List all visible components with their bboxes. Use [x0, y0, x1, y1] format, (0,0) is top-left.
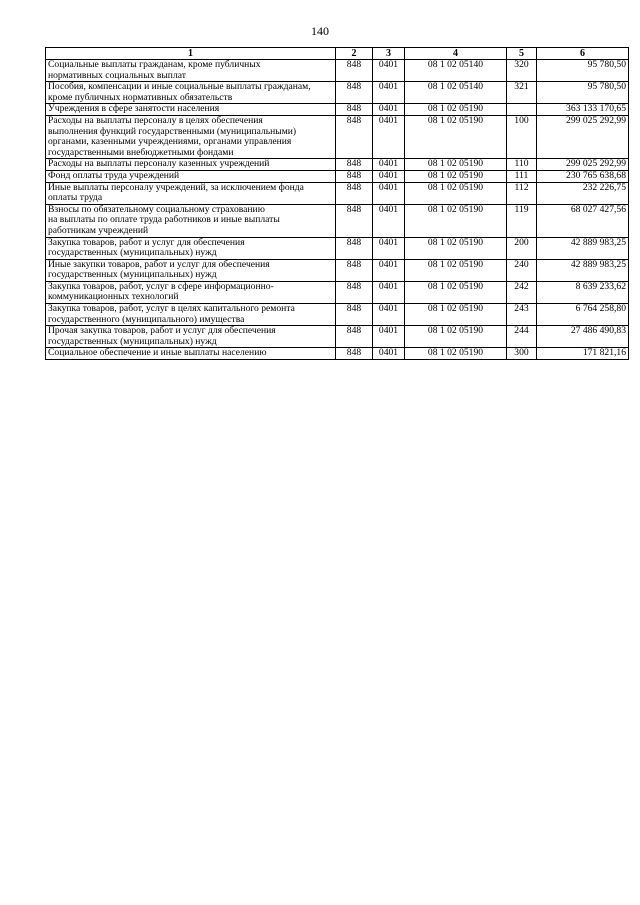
- expense-name-line: государственного (муниципального) имущества: [48, 313, 245, 325]
- section-code-cell: 0401: [373, 259, 405, 281]
- column-header-1: 1: [46, 48, 336, 60]
- expense-name-line: Учреждения в сфере занятости населения: [48, 103, 220, 115]
- table-body: [46, 60, 629, 360]
- target-article-cell: 08 1 02 05140: [405, 82, 507, 104]
- expense-type-cell: 244: [507, 326, 537, 348]
- expense-name-line: Закупка товаров, работ, услуг в целях капитального ремонта: [48, 303, 295, 315]
- expense-name-cell: [46, 170, 336, 182]
- ministry-code-cell: 848: [336, 237, 373, 259]
- expense-type-cell: 300: [507, 348, 537, 360]
- expense-name-cell: [46, 60, 336, 82]
- table-row: [46, 259, 629, 281]
- expense-name-line: работникам учреждений: [48, 224, 149, 236]
- target-article-cell: 08 1 02 05190: [405, 115, 507, 158]
- expense-name-cell: [46, 104, 336, 116]
- expense-name-cell: [46, 159, 336, 171]
- target-article-cell: 08 1 02 05190: [405, 326, 507, 348]
- target-article-cell: 08 1 02 05190: [405, 237, 507, 259]
- expense-name-line: государственными внебюджетными фондами: [48, 146, 234, 158]
- target-article-cell: 08 1 02 05190: [405, 182, 507, 204]
- column-header-4: 4: [405, 48, 507, 60]
- amount-cell: 232 226,75: [537, 182, 629, 204]
- section-code-cell: 0401: [373, 115, 405, 158]
- section-code-cell: 0401: [373, 237, 405, 259]
- table-header-row: [46, 48, 629, 60]
- expense-name-line: Взносы по обязательному социальному страхованию: [48, 203, 265, 215]
- expense-name-line: нормативных социальных выплат: [48, 69, 186, 81]
- expense-name-line: Расходы на выплаты персоналу казенных учреждений: [48, 158, 270, 170]
- ministry-code-cell: 848: [336, 204, 373, 237]
- expense-name-cell: [46, 115, 336, 158]
- amount-cell: 95 780,50: [537, 60, 629, 82]
- column-header-2: 2: [336, 48, 373, 60]
- expense-name-line: Прочая закупка товаров, работ и услуг для обеспечения: [48, 325, 276, 337]
- section-code-cell: 0401: [373, 159, 405, 171]
- column-header-3: 3: [373, 48, 405, 60]
- ministry-code-cell: 848: [336, 170, 373, 182]
- table-row: [46, 115, 629, 158]
- ministry-code-cell: 848: [336, 104, 373, 116]
- expense-name-line: Расходы на выплаты персоналу в целях обеспечения: [48, 114, 263, 126]
- expense-type-cell: 240: [507, 259, 537, 281]
- budget-table: [45, 47, 629, 360]
- amount-cell: 27 486 490,83: [537, 326, 629, 348]
- expense-name-line: оплаты труда: [48, 192, 103, 204]
- ministry-code-cell: 848: [336, 82, 373, 104]
- expense-name-line: государственных (муниципальных) нужд: [48, 335, 217, 347]
- expense-name-line: государственных (муниципальных) нужд: [48, 247, 217, 259]
- section-code-cell: 0401: [373, 326, 405, 348]
- amount-cell: 42 889 983,25: [537, 237, 629, 259]
- table-row: [46, 182, 629, 204]
- expense-name-cell: [46, 237, 336, 259]
- expense-type-cell: 242: [507, 281, 537, 303]
- amount-cell: 299 025 292,99: [537, 115, 629, 158]
- expense-type-cell: 110: [507, 159, 537, 171]
- expense-name-line: Пособия, компенсации и иные социальные выплаты гражданам,: [48, 81, 311, 93]
- ministry-code-cell: 848: [336, 304, 373, 326]
- amount-cell: 95 780,50: [537, 82, 629, 104]
- expense-type-cell: [507, 104, 537, 116]
- page-number: 140: [311, 24, 329, 38]
- amount-cell: 6 764 258,80: [537, 304, 629, 326]
- ministry-code-cell: 848: [336, 60, 373, 82]
- table-row: [46, 60, 629, 82]
- expense-name-line: государственных (муниципальных) нужд: [48, 269, 217, 281]
- target-article-cell: 08 1 02 05190: [405, 348, 507, 360]
- expense-name-line: Закупка товаров, работ и услуг для обеспечения: [48, 236, 245, 248]
- expense-type-cell: 320: [507, 60, 537, 82]
- amount-cell: 363 133 170,65: [537, 104, 629, 116]
- amount-cell: 68 027 427,56: [537, 204, 629, 237]
- expense-type-cell: 321: [507, 82, 537, 104]
- expense-type-cell: 119: [507, 204, 537, 237]
- section-code-cell: 0401: [373, 281, 405, 303]
- target-article-cell: 08 1 02 05190: [405, 281, 507, 303]
- target-article-cell: 08 1 02 05190: [405, 159, 507, 171]
- expense-name-line: на выплаты по оплате труда работников и иные выплаты: [48, 214, 280, 226]
- amount-cell: 42 889 983,25: [537, 259, 629, 281]
- expense-name-line: Иные выплаты персоналу учреждений, за исключением фонда: [48, 181, 304, 193]
- table-row: [46, 348, 629, 360]
- table-row: [46, 281, 629, 303]
- target-article-cell: 08 1 02 05190: [405, 104, 507, 116]
- expense-name-cell: [46, 182, 336, 204]
- table-row: [46, 159, 629, 171]
- expense-type-cell: 200: [507, 237, 537, 259]
- amount-cell: 171 821,16: [537, 348, 629, 360]
- column-header-6: 6: [537, 48, 629, 60]
- expense-type-cell: 100: [507, 115, 537, 158]
- target-article-cell: 08 1 02 05190: [405, 259, 507, 281]
- table-row: [46, 304, 629, 326]
- expense-name-line: коммуникационных технологий: [48, 291, 179, 303]
- section-code-cell: 0401: [373, 204, 405, 237]
- expense-type-cell: 243: [507, 304, 537, 326]
- target-article-cell: 08 1 02 05140: [405, 60, 507, 82]
- section-code-cell: 0401: [373, 348, 405, 360]
- ministry-code-cell: 848: [336, 159, 373, 171]
- expense-name-cell: [46, 259, 336, 281]
- ministry-code-cell: 848: [336, 281, 373, 303]
- table-row: [46, 82, 629, 104]
- expense-name-cell: [46, 304, 336, 326]
- ministry-code-cell: 848: [336, 115, 373, 158]
- target-article-cell: 08 1 02 05190: [405, 170, 507, 182]
- amount-cell: 8 639 233,62: [537, 281, 629, 303]
- expense-name-line: Социальное обеспечение и иные выплаты населению: [48, 347, 267, 359]
- expense-name-cell: [46, 326, 336, 348]
- amount-cell: 299 025 292,99: [537, 159, 629, 171]
- table-row: [46, 204, 629, 237]
- ministry-code-cell: 848: [336, 259, 373, 281]
- expense-name-cell: [46, 348, 336, 360]
- expense-name-line: Закупка товаров, работ, услуг в сфере информационно-: [48, 280, 274, 292]
- table-row: [46, 326, 629, 348]
- expense-name-cell: [46, 82, 336, 104]
- expense-name-cell: [46, 204, 336, 237]
- section-code-cell: 0401: [373, 104, 405, 116]
- section-code-cell: 0401: [373, 304, 405, 326]
- expense-name-line: Иные закупки товаров, работ и услуг для обеспечения: [48, 258, 270, 270]
- expense-name-line: кроме публичных нормативных обязательств: [48, 91, 233, 103]
- section-code-cell: 0401: [373, 182, 405, 204]
- ministry-code-cell: 848: [336, 348, 373, 360]
- section-code-cell: 0401: [373, 170, 405, 182]
- table-row: [46, 170, 629, 182]
- expense-name-cell: [46, 281, 336, 303]
- ministry-code-cell: 848: [336, 182, 373, 204]
- section-code-cell: 0401: [373, 82, 405, 104]
- expense-name-line: Фонд оплаты труда учреждений: [48, 169, 180, 181]
- table-row: [46, 237, 629, 259]
- expense-name-line: органами, казенными учреждениями, органами управления: [48, 136, 292, 148]
- table-row: [46, 104, 629, 116]
- amount-cell: 230 765 638,68: [537, 170, 629, 182]
- expense-type-cell: 112: [507, 182, 537, 204]
- section-code-cell: 0401: [373, 60, 405, 82]
- target-article-cell: 08 1 02 05190: [405, 304, 507, 326]
- column-header-5: 5: [507, 48, 537, 60]
- ministry-code-cell: 848: [336, 326, 373, 348]
- expense-type-cell: 111: [507, 170, 537, 182]
- expense-name-line: Социальные выплаты гражданам, кроме публичных: [48, 59, 261, 70]
- expense-name-line: выполнения функций государственными (муниципальными): [48, 125, 297, 137]
- target-article-cell: 08 1 02 05190: [405, 204, 507, 237]
